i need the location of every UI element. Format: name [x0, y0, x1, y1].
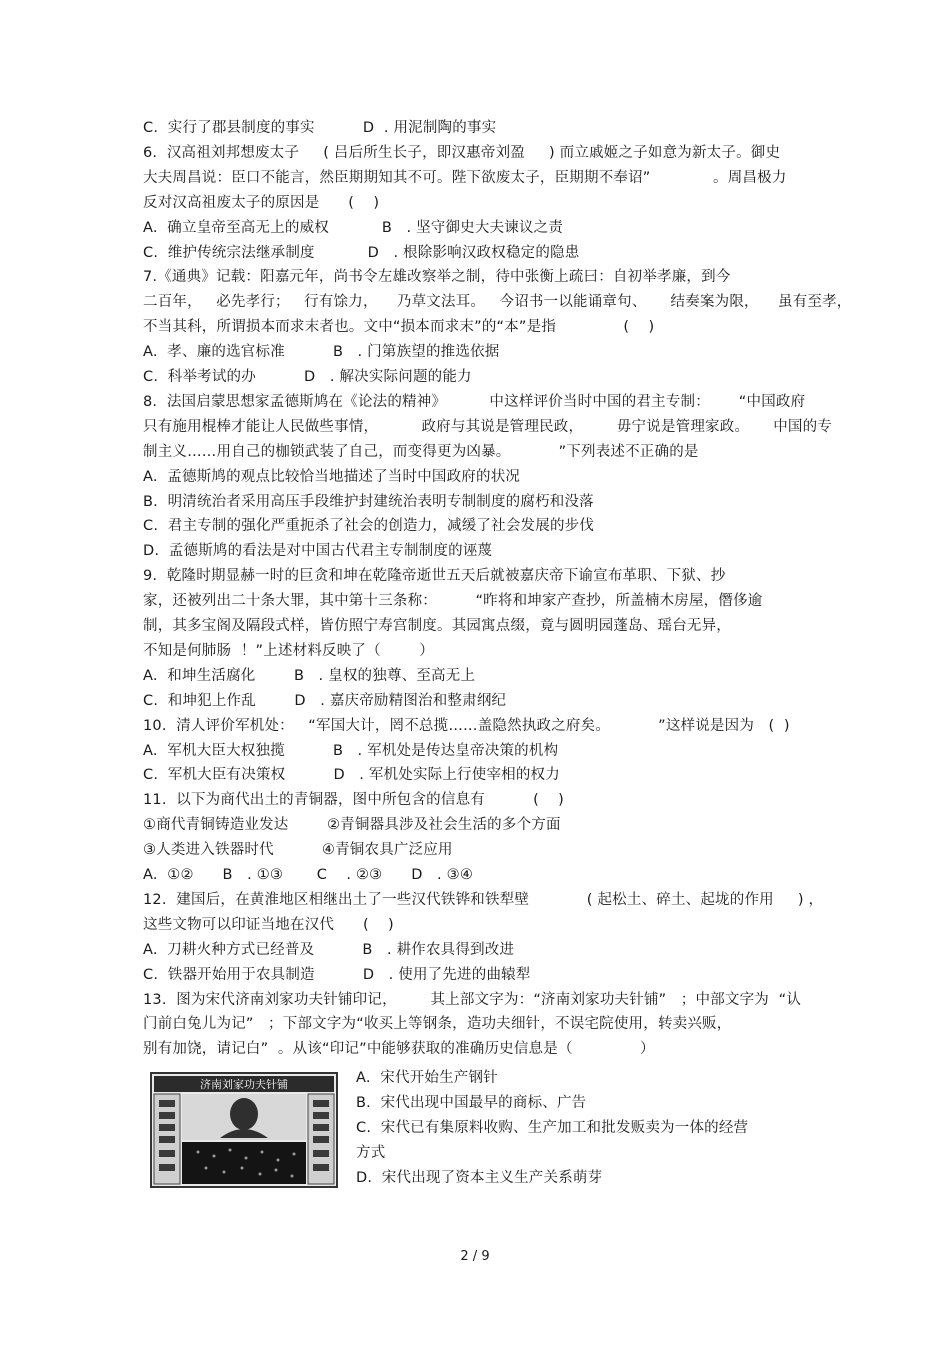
text-line: ③人类进入铁器时代 ④青铜农具广泛应用: [143, 842, 453, 859]
text-line: 制，其多宝阁及隔段式样，皆仿照宁寿宫制度。其园寓点缀，竟与圆明园蓬岛、瑶台无异，: [143, 618, 731, 634]
text-line: 别有加饶，请记白” 。从该“印记”中能够获取的准确历史信息是（ ）: [143, 1041, 655, 1058]
text-line: D. 孟德斯鸠的看法是对中国古代君主专制制度的诬蔑: [143, 543, 493, 560]
text-line: C. 军机大臣有决策权 D . 军机处实际上行使宰相的权力: [143, 767, 560, 784]
text-line: 不当其科，所谓损本而求末者也。文中“损本而求末”的“本”是指 ( ): [143, 319, 655, 336]
needle-shop-stamp-image: [150, 1072, 338, 1188]
text-line: A. 孟德斯鸠的观点比较恰当地描述了当时中国政府的状况: [143, 468, 521, 485]
text-line: A. 孝、廉的选官标准 B . 门第族望的推选依据: [143, 344, 500, 361]
text-line: ①商代青铜铸造业发达 ②青铜器具涉及社会生活的多个方面: [143, 817, 561, 834]
option-line: A. 宋代开始生产钢针: [356, 1070, 498, 1086]
text-line: 制主义……用自己的枷锁武装了自己，而变得更为凶暴。 ”下列表述不正确的是: [143, 443, 699, 460]
text-line: 家，还被列出二十条大罪，其中第十三条称： “昨将和坤家产查抄，所盖楠木房屋，僭侈逾: [143, 593, 763, 610]
text-line: A. 确立皇帝至高无上的威权 B . 坚守御史大夫谏议之责: [143, 219, 564, 236]
text-line: 13. 图为宋代济南刘家功夫针铺印记， 其上部文字为：“济南刘家功夫针铺” ；中部文字为 “认: [143, 991, 802, 1008]
option-line: C. 宋代已有集原料收购、生产加工和批发贩卖为一体的经营: [356, 1119, 749, 1136]
text-line: 8. 法国启蒙思想家孟德斯鸠在《论法的精神》 中这样评价当时中国的君主专制： “中国政府: [143, 393, 806, 410]
text-line: A. 刀耕火种方式已经普及 B . 耕作农具得到改进: [143, 941, 515, 958]
text-line: 这些文物可以印证当地在汉代 ( ): [143, 916, 394, 933]
page-number: 2 / 9: [460, 1249, 490, 1264]
text-line: A. 和坤生活腐化 B . 皇权的独尊、至高无上: [143, 667, 476, 684]
text-line: 大夫周昌说：臣口不能言，然臣期期知其不可。陛下欲废太子，臣期期不奉诏” 。周昌极力: [143, 169, 787, 186]
option-line: 方式: [356, 1144, 386, 1161]
text-line: 不知是何肺肠 ！”上述材料反映了（ ）: [143, 642, 435, 659]
option-line: D. 宋代出现了资本主义生产关系萌芽: [356, 1169, 603, 1186]
text-line: A. 军机大臣大权独揽 B . 军机处是传达皇帝决策的机构: [143, 742, 559, 759]
text-line: C. 铁器开始用于农具制造 D . 使用了先进的曲辕犁: [143, 966, 531, 983]
text-line: C. 维护传统宗法继承制度 D . 根除影响汉政权稳定的隐患: [143, 244, 580, 261]
text-line: C. 实行了郡县制度的事实 D . 用泥制陶的事实: [143, 120, 497, 136]
text-line: 门前白兔儿为记” ；下部文字为“收买上等钢条，造功夫细针，不误宅院使用，转卖兴贩，: [143, 1016, 732, 1033]
text-line: 10. 清人评价军机处： “军国大计，罔不总揽……盖隐然执政之府矣。 ”这样说是因为 ( ): [143, 717, 790, 734]
text-line: 只有施用棍棒才能让人民做些事情， 政府与其说是管理民政， 毋宁说是管理家政。 中国的专: [143, 418, 832, 435]
text-line: 二百年， 必先孝行； 行有馀力， 乃草文法耳。 今诏书一以能诵章句、 结奏案为限， 虽有至孝，: [143, 294, 852, 311]
text-line: 11. 以下为商代出土的青铜器，图中所包含的信息有 ( ): [143, 792, 565, 809]
text-line: 7.《通典》记载：阳嘉元年，尚书令左雄改察举之制，待中张衡上疏曰：自初举孝廉，到今: [143, 269, 731, 286]
text-line: A. ①② B . ①③ C . ②③ D . ③④: [143, 867, 474, 883]
text-line: 6. 汉高祖刘邦想废太子 ( 吕后所生长子，即汉惠帝刘盈 ) 而立戚姬之子如意为新太子。御史: [143, 144, 781, 161]
text-line: 反对汉高祖废太子的原因是 ( ): [143, 194, 380, 211]
text-line: 12. 建国后，在黄淮地区相继出土了一些汉代铁铧和铁犁壁 ( 起松土、碎土、起垅的作用 ) ，: [143, 891, 824, 908]
stamp-title: 济南刘家功夫针铺: [200, 1078, 288, 1091]
text-line: C. 君主专制的强化严重扼杀了社会的创造力，减缓了社会发展的步伐: [143, 518, 595, 535]
text-line: C. 科举考试的办 D . 解决实际问题的能力: [143, 369, 472, 385]
text-line: B. 明清统治者采用高压手段维护封建统治表明专制制度的腐朽和没落: [143, 493, 594, 510]
option-line: B. 宋代出现中国最早的商标、广告: [356, 1094, 587, 1111]
text-line: 9. 乾隆时期显赫一时的巨贪和坤在乾隆帝逝世五天后就被嘉庆帝下谕宣布革职、下狱、抄: [143, 568, 726, 585]
text-line: C. 和坤犯上作乱 D . 嘉庆帝励精图治和整肃纲纪: [143, 692, 507, 709]
